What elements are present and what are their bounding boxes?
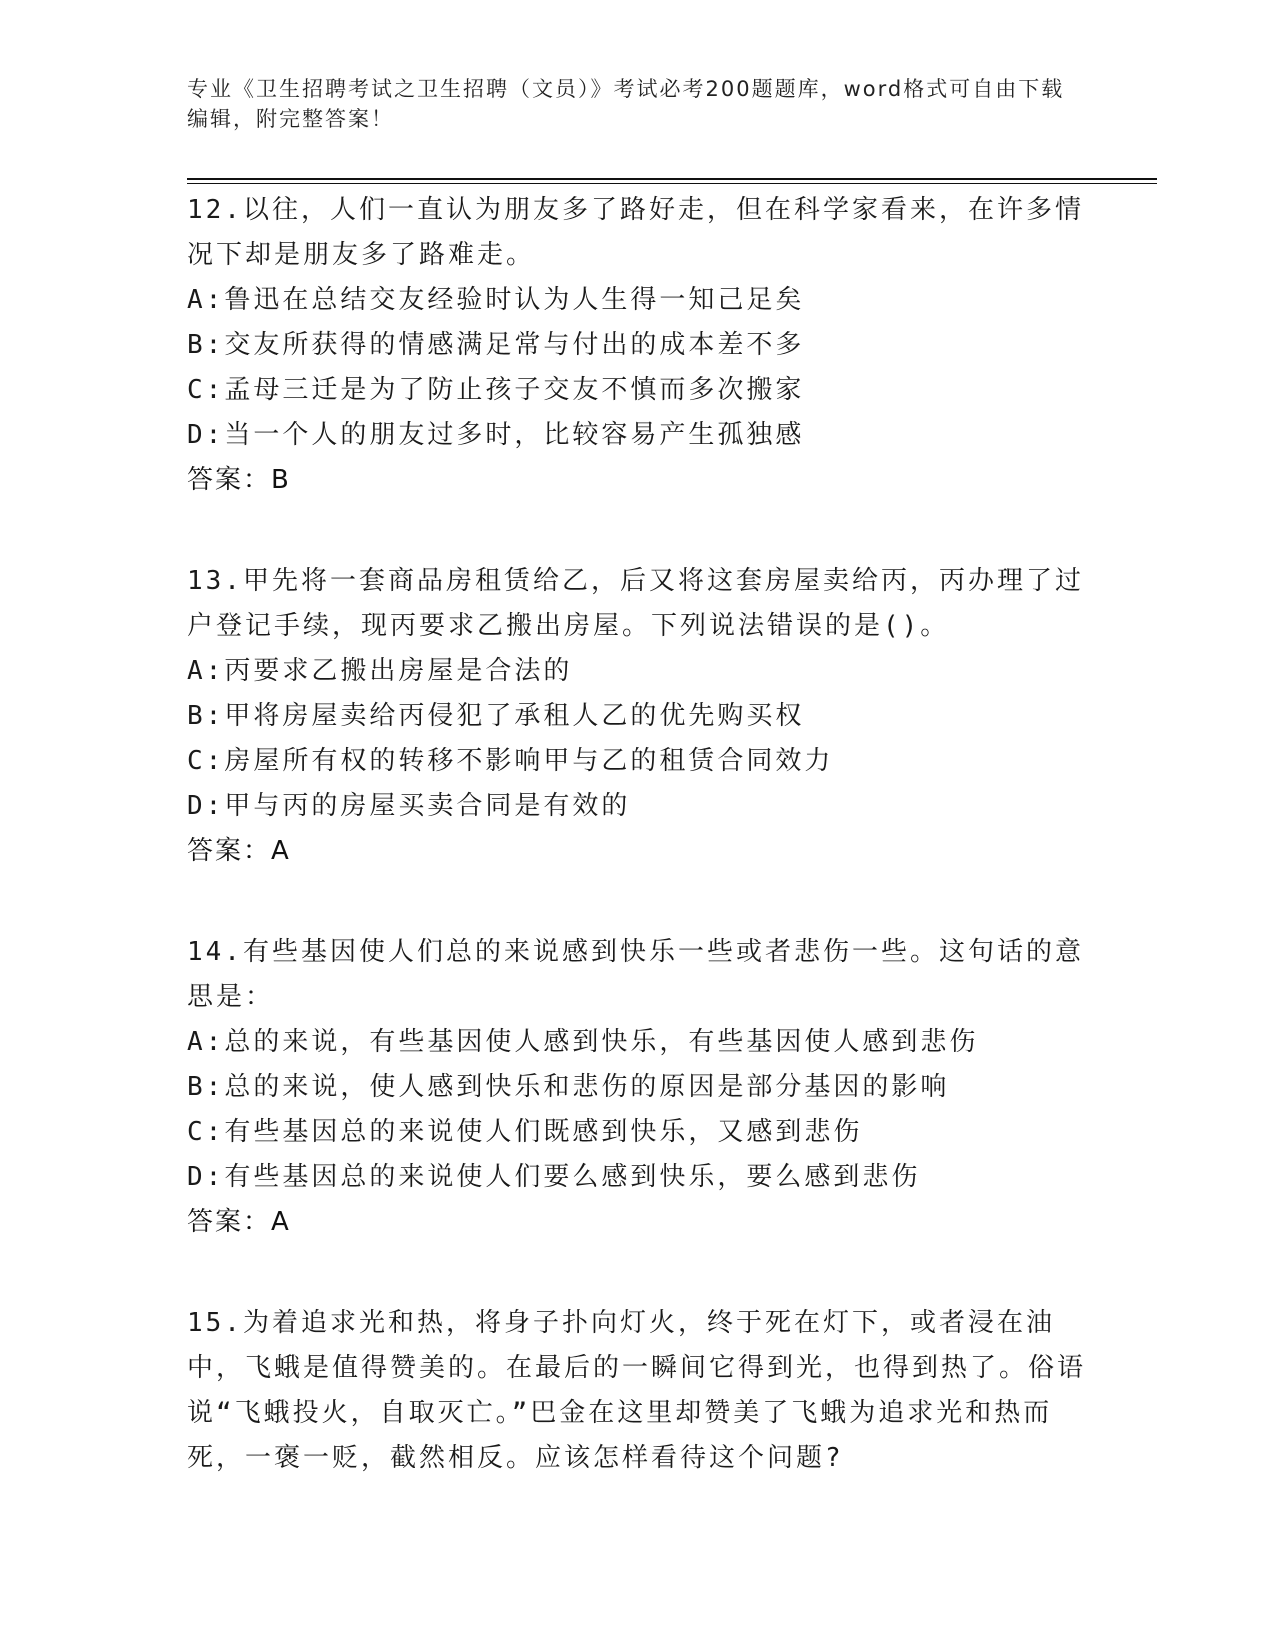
question-stem: 12.以往，人们一直认为朋友多了路好走，但在科学家看来，在许多情况下却是朋友多了路难走。 xyxy=(187,195,1084,270)
question-stem: 15.为着追求光和热，将身子扑向灯火，终于死在灯下，或者浸在油中，飞蛾是值得赞美的。在最后的一瞬间它得到光，也得到热了。俗语说“飞蛾投火，自取灭亡。”巴金在这里却赞美了飞蛾为追求光和热而死，一褒一贬，截然相反。应该怎样看待这个问题? xyxy=(187,1308,1087,1473)
option-letter: D: xyxy=(187,791,225,821)
option-a xyxy=(187,1020,1087,1065)
option-d xyxy=(187,784,1087,829)
option-letter: B: xyxy=(187,701,225,731)
option-b xyxy=(187,694,1087,739)
option-text: 总的来说，使人感到快乐和悲伤的原因是部分基因的影响 xyxy=(224,1072,950,1102)
option-b xyxy=(187,1065,1087,1110)
option-letter: A: xyxy=(187,656,225,686)
option-text: 总的来说，有些基因使人感到快乐，有些基因使人感到悲伤 xyxy=(224,1027,979,1057)
document-header: 专业《卫生招聘考试之卫生招聘（文员）》考试必考200题题库，word格式可自由下载编辑，附完整答案！ xyxy=(187,77,1065,131)
option-c xyxy=(187,368,1087,413)
option-letter: B: xyxy=(187,1072,225,1102)
option-text: 当一个人的朋友过多时，比较容易产生孤独感 xyxy=(224,420,805,450)
option-letter: C: xyxy=(187,746,225,776)
option-a xyxy=(187,278,1087,323)
question-14 xyxy=(187,930,1087,1245)
option-c xyxy=(187,1110,1087,1155)
option-text: 丙要求乙搬出房屋是合法的 xyxy=(224,656,573,686)
question-15 xyxy=(187,1301,1087,1481)
option-letter: A: xyxy=(187,285,225,315)
answer-line: 答案：A xyxy=(187,1207,291,1237)
header-divider-thin xyxy=(187,183,1157,184)
option-text: 交友所获得的情感满足常与付出的成本差不多 xyxy=(224,330,805,360)
option-letter: D: xyxy=(187,1162,225,1192)
option-text: 有些基因总的来说使人们要么感到快乐，要么感到悲伤 xyxy=(224,1162,921,1192)
answer-line: 答案：A xyxy=(187,836,291,866)
header-divider-thick xyxy=(187,178,1157,180)
question-list xyxy=(187,188,1087,1537)
option-c xyxy=(187,739,1087,784)
option-d xyxy=(187,1155,1087,1200)
question-12 xyxy=(187,188,1087,503)
option-text: 孟母三迁是为了防止孩子交友不慎而多次搬家 xyxy=(224,375,805,405)
option-a xyxy=(187,649,1087,694)
answer-line: 答案：B xyxy=(187,465,291,495)
option-text: 房屋所有权的转移不影响甲与乙的租赁合同效力 xyxy=(224,746,834,776)
option-text: 甲与丙的房屋买卖合同是有效的 xyxy=(224,791,631,821)
option-d xyxy=(187,413,1087,458)
question-13 xyxy=(187,559,1087,874)
option-text: 鲁迅在总结交友经验时认为人生得一知己足矣 xyxy=(224,285,805,315)
option-letter: C: xyxy=(187,375,225,405)
option-text: 甲将房屋卖给丙侵犯了承租人乙的优先购买权 xyxy=(224,701,805,731)
question-stem: 14.有些基因使人们总的来说感到快乐一些或者悲伤一些。这句话的意思是： xyxy=(187,937,1084,1012)
option-letter: D: xyxy=(187,420,225,450)
option-b xyxy=(187,323,1087,368)
option-text: 有些基因总的来说使人们既感到快乐，又感到悲伤 xyxy=(224,1117,863,1147)
option-letter: A: xyxy=(187,1027,225,1057)
option-letter: C: xyxy=(187,1117,225,1147)
question-stem: 13.甲先将一套商品房租赁给乙，后又将这套房屋卖给丙，丙办理了过户登记手续，现丙要求乙搬出房屋。下列说法错误的是()。 xyxy=(187,566,1084,641)
option-letter: B: xyxy=(187,330,225,360)
